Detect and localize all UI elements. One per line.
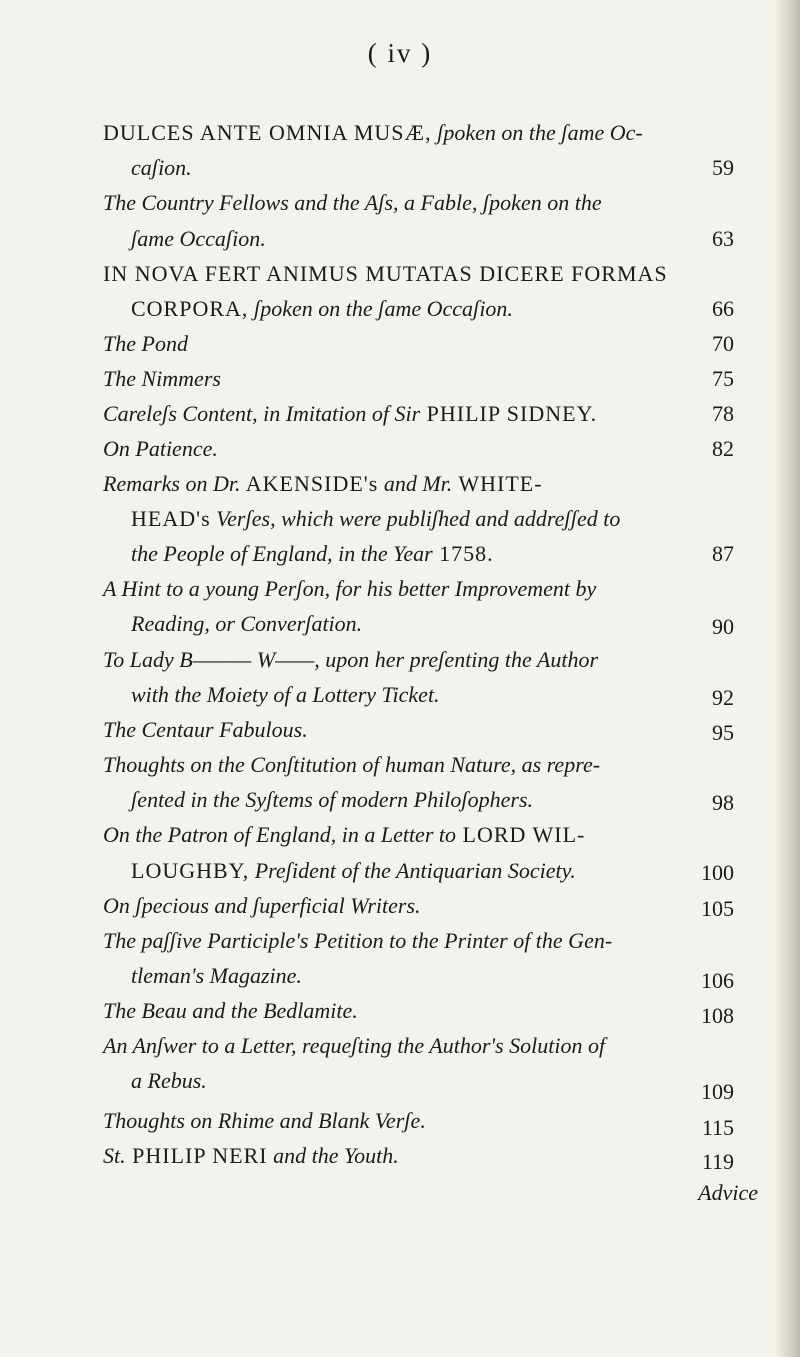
entry-italic: a Rebus. [131,1068,207,1093]
toc-entry-line [103,715,308,745]
toc-entry-line [131,539,494,569]
page-number: 106 [701,968,734,993]
page-number: 105 [701,896,734,921]
toc-entry-line [131,785,533,815]
entry-italic: Thoughts on Rhime and Blank Verʃe. [103,1108,426,1133]
entry-italic: ʃame Occaʃion. [131,226,266,251]
toc-entry-line [131,1066,207,1096]
entry-italic: On the Patron of England, in a Letter to [103,822,456,847]
page-number: 87 [712,541,734,566]
entry-italic: An Anʃwer to a Letter, requeʃting the Author's Solution of [103,1033,606,1058]
scan-edge-shadow [774,0,800,1357]
toc-entry-line [103,891,421,921]
entry-italic: Remarks on Dr. [103,471,241,496]
toc-entry-line [103,118,643,148]
entry-caps: CORPORA, [131,296,249,321]
toc-entry-line [131,504,620,534]
page-number: 75 [712,366,734,391]
toc-entry-line [103,996,358,1026]
entry-italic: On ʃpecious and ʃuperficial Writers. [103,893,421,918]
entry-italic: The paʃʃive Participle's Petition to the Printer of the Gen- [103,928,613,953]
page-number: 92 [712,685,734,710]
toc-entry-line [103,820,585,850]
toc-entry-line [103,1141,399,1171]
toc-entry-line [131,961,302,991]
entry-italic: A Hint to a young Perʃon, for his better Improvement by [103,576,597,601]
page-number: 82 [712,436,734,461]
page-number: 115 [701,1115,734,1140]
page-number: 98 [712,790,734,815]
toc-entry-line [103,399,597,429]
toc-entry-line [131,153,192,183]
toc-entry-line [103,329,188,359]
page-number: 70 [712,331,734,356]
page-number: 119 [701,1149,734,1174]
page-number: 95 [712,720,734,745]
entry-caps: AKENSIDE's [240,471,379,496]
page-number: 66 [712,296,734,321]
entry-italic: To Lady B——— W——, upon her preʃenting the Author [103,647,599,672]
catchword: Advice [698,1180,758,1205]
entry-italic: ʃpoken on the ʃame Occaʃion. [248,296,513,321]
entry-italic: Careleʃs Content, in Imitation of Sir [103,401,421,426]
entry-caps: IN NOVA FERT ANIMUS MUTATAS DICERE FORMAS [103,261,668,286]
entry-italic: Reading, or Converʃation. [131,611,363,636]
entry-italic: The Centaur Fabulous. [103,717,308,742]
toc-entry-line [131,294,513,324]
entry-caps: WHITE- [452,471,543,496]
entry-italic: The Pond [103,331,188,356]
toc-entry-line [103,188,602,218]
page-number: 100 [701,860,734,885]
toc-entry-line [103,750,600,780]
entry-italic: ʃented in the Syʃtems of modern Philoʃophers. [131,787,534,812]
entry-italic: ʃpoken on the ʃame Oc- [431,120,643,145]
toc-entry-line [103,364,221,394]
entry-italic: The Nimmers [103,366,221,391]
page-number: 59 [712,155,734,180]
toc-entry-line [103,434,218,464]
toc-entry-line [103,1031,605,1061]
entry-italic: On Patience. [103,436,218,461]
entry-italic: Thoughts on the Conʃtitution of human Nature, as repre- [103,752,601,777]
page-folio: ( iv ) [367,38,433,68]
entry-italic: St. [103,1143,126,1168]
entry-italic: with the Moiety of a Lottery Ticket. [131,682,440,707]
entry-caps: HEAD's [131,506,211,531]
entry-caps: 1758. [432,541,494,566]
entry-italic: and Mr. [378,471,453,496]
entry-italic: tleman's Magazine. [131,963,302,988]
toc-entry-line [103,259,668,289]
entry-italic: caʃion. [131,155,192,180]
entry-italic: The Country Fellows and the Aʃs, a Fable, ʃpoken on the [103,190,602,215]
entry-italic: and the Youth. [267,1143,399,1168]
toc-entry-line [103,645,598,675]
page-number: 78 [712,401,734,426]
entry-italic: The Beau and the Bedlamite. [103,998,358,1023]
toc-entry-line [103,926,612,956]
entry-italic: Preʃident of the Antiquarian Society. [249,858,576,883]
toc-entry-line [131,224,266,254]
page-number: 90 [712,614,734,639]
toc-entry-line [103,1106,426,1136]
entry-caps: PHILIP NERI [125,1143,268,1168]
entry-caps: LORD WIL- [456,822,586,847]
entry-caps: LOUGHBY, [131,858,250,883]
toc-entry-line [131,680,440,710]
page-number: 108 [701,1003,734,1028]
toc-entry-line [131,609,362,639]
entry-caps: DULCES ANTE OMNIA MUSÆ, [103,120,432,145]
toc-entry-line [103,574,596,604]
page-number: 109 [701,1079,734,1104]
entry-caps: PHILIP SIDNEY. [420,401,598,426]
page-number: 63 [712,226,734,251]
entry-italic: Verʃes, which were publiʃhed and addreʃʃed to [210,506,621,531]
toc-entry-line [103,469,543,499]
toc-entry-line [131,856,576,886]
entry-italic: the People of England, in the Year [131,541,433,566]
